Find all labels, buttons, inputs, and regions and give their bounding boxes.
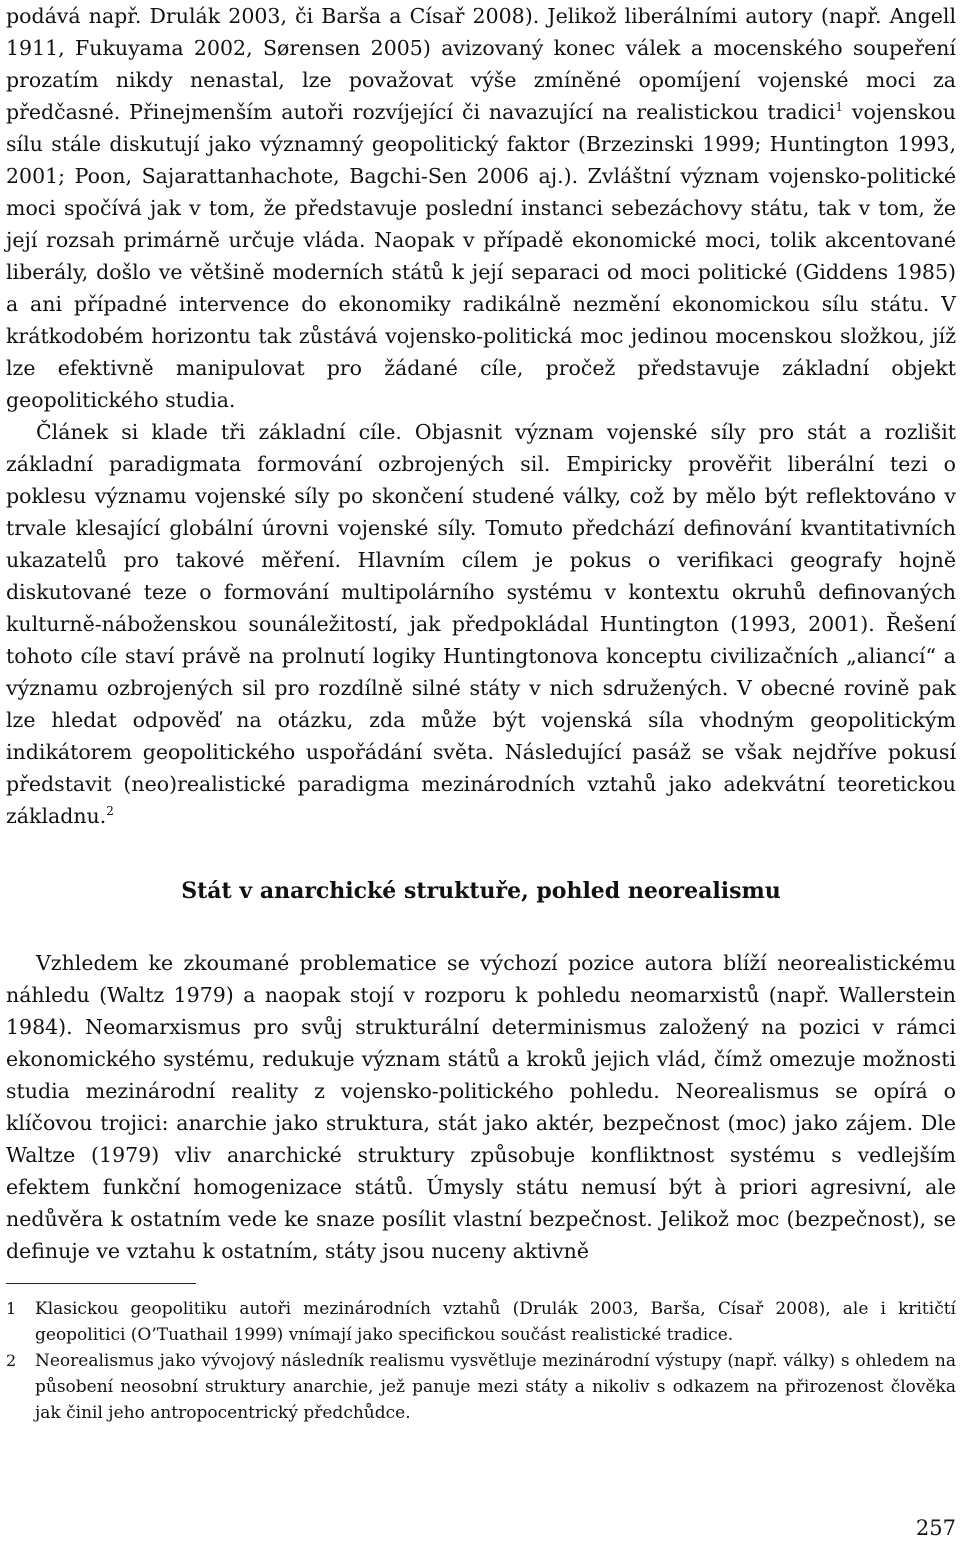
footnote-ref-1[interactable]: 1 xyxy=(835,100,843,115)
footnote-2-text: Neorealismus jako vývojový následník realismu vysvětluje mezinárodní výstupy (např. války) s ohledem na působení neosobní struktury anarchie, jež panuje mezi státy a nikoliv s odkazem na přirozenost člověka jak činil jeho antropocentrický předchůdce. xyxy=(35,1351,956,1423)
aims-text: Článek si klade tři základní cíle. Objasnit význam vojenské síly pro stát a rozlišit základní paradigmata formování ozbrojených sil. Empiricky prověřit liberální tezi o poklesu významu vojenské síly po skončení studené války, což by mělo být reflektováno v trvale klesající globální úrovni vojenské síly. Tomuto předchází definování kvantitativních ukazatelů pro takové měření. Hlavním cílem je pokus o verifikaci geografy hojně diskutované teze o formování multipolárního systému v kontextu okruhů definovaných kulturně-náboženskou sounáležitostí, jak předpokládal Huntington (1993, 2001). Řešení tohoto cíle staví právě na prolnutí logiky Huntingtonova konceptu civilizačních „aliancí“ a významu ozbrojených sil pro rozdílně silné státy v nich sdružených. V obecné rovině pak lze hledat odpověď na otázku, zda může být vojenská síla vhodným geopolitickým indikátorem geopolitického uspořádání světa. Následující pasáž se však nejdříve pokusí představit (neo)realistické paradigma mezinárodních vztahů jako adekvátní teoretickou základnu. xyxy=(6,420,956,828)
footnote-divider xyxy=(6,1283,196,1284)
neorealism-paragraph xyxy=(6,947,956,1267)
footnote-1 xyxy=(6,1296,956,1348)
footnote-1-text: Klasickou geopolitiku autoři mezinárodních vztahů (Drulák 2003, Barša, Císař 2008), ale i kritičtí geopolitici (O’Tuathail 1999) vnímají jako specifickou součást realistické tradice. xyxy=(35,1299,956,1345)
footnote-1-number: 1 xyxy=(6,1299,17,1318)
intro-text-continued: vojenskou sílu stále diskutují jako významný geopolitický faktor (Brzezinski 1999; Huntington 1993, 2001; Poon, Sajarattanhachote, Bagchi-Sen 2006 aj.). Zvláštní význam vojensko-politické moci spočívá jak v tom, že představuje poslední instanci sebezáchovy státu, tak v tom, že její rozsah primárně určuje vláda. Naopak v případě ekonomické moci, tolik akcentované liberály, došlo ve většině moderních států k její separaci od moci politické (Giddens 1985) a ani případné intervence do ekonomiky radikálně nezmění ekonomickou sílu státu. V krátkodobém horizontu tak zůstává vojensko-politická moc jedinou mocenskou složkou, jíž lze efektivně manipulovat pro žádané cíle, pročež představuje základní objekt geopolitického studia. xyxy=(6,100,956,412)
intro-paragraph xyxy=(6,0,956,416)
intro-text: podává např. Drulák 2003, či Barša a Císař 2008). Jelikož liberálními autory (např. Angell 1911, Fukuyama 2002, Sørensen 2005) avizovaný konec válek a mocenského soupeření prozatím nikdy nenastal, lze považovat výše zmíněné opomíjení vojenské moci za předčasné. Přinejmenším autoři rozvíjející či navazující na realistickou tradici xyxy=(6,4,956,124)
footnote-2-number: 2 xyxy=(6,1351,17,1370)
footnote-2 xyxy=(6,1348,956,1426)
section-heading: Stát v anarchické struktuře, pohled neorealismu xyxy=(181,878,781,904)
footnote-ref-2[interactable]: 2 xyxy=(106,804,114,819)
aims-paragraph xyxy=(6,416,956,832)
neorealism-text: Vzhledem ke zkoumané problematice se výchozí pozice autora blíží neorealistickému náhledu (Waltz 1979) a naopak stojí v rozporu k pohledu neomarxistů (např. Wallerstein 1984). Neomarxismus pro svůj strukturální determinismus založený na pozici v rámci ekonomického systému, redukuje význam států a kroků jejich vlád, čímž omezuje možnosti studia mezinárodní reality z vojensko-politického pohledu. Neorealismus se opírá o klíčovou trojici: anarchie jako struktura, stát jako aktér, bezpečnost (moc) jako zájem. Dle Waltze (1979) vliv anarchické struktury způsobuje konfliktnost systému s vedlejším efektem funkční homogenizace států. Úmysly státu nemusí být à priori agresivní, ale nedůvěra k ostatním vede ke snaze posílit vlastní bezpečnost. Jelikož moc (bezpečnost), se definuje ve vztahu k ostatním, státy jsou nuceny aktivně xyxy=(6,951,956,1263)
document-page xyxy=(6,0,956,1426)
page-number: 257 xyxy=(915,1516,956,1540)
